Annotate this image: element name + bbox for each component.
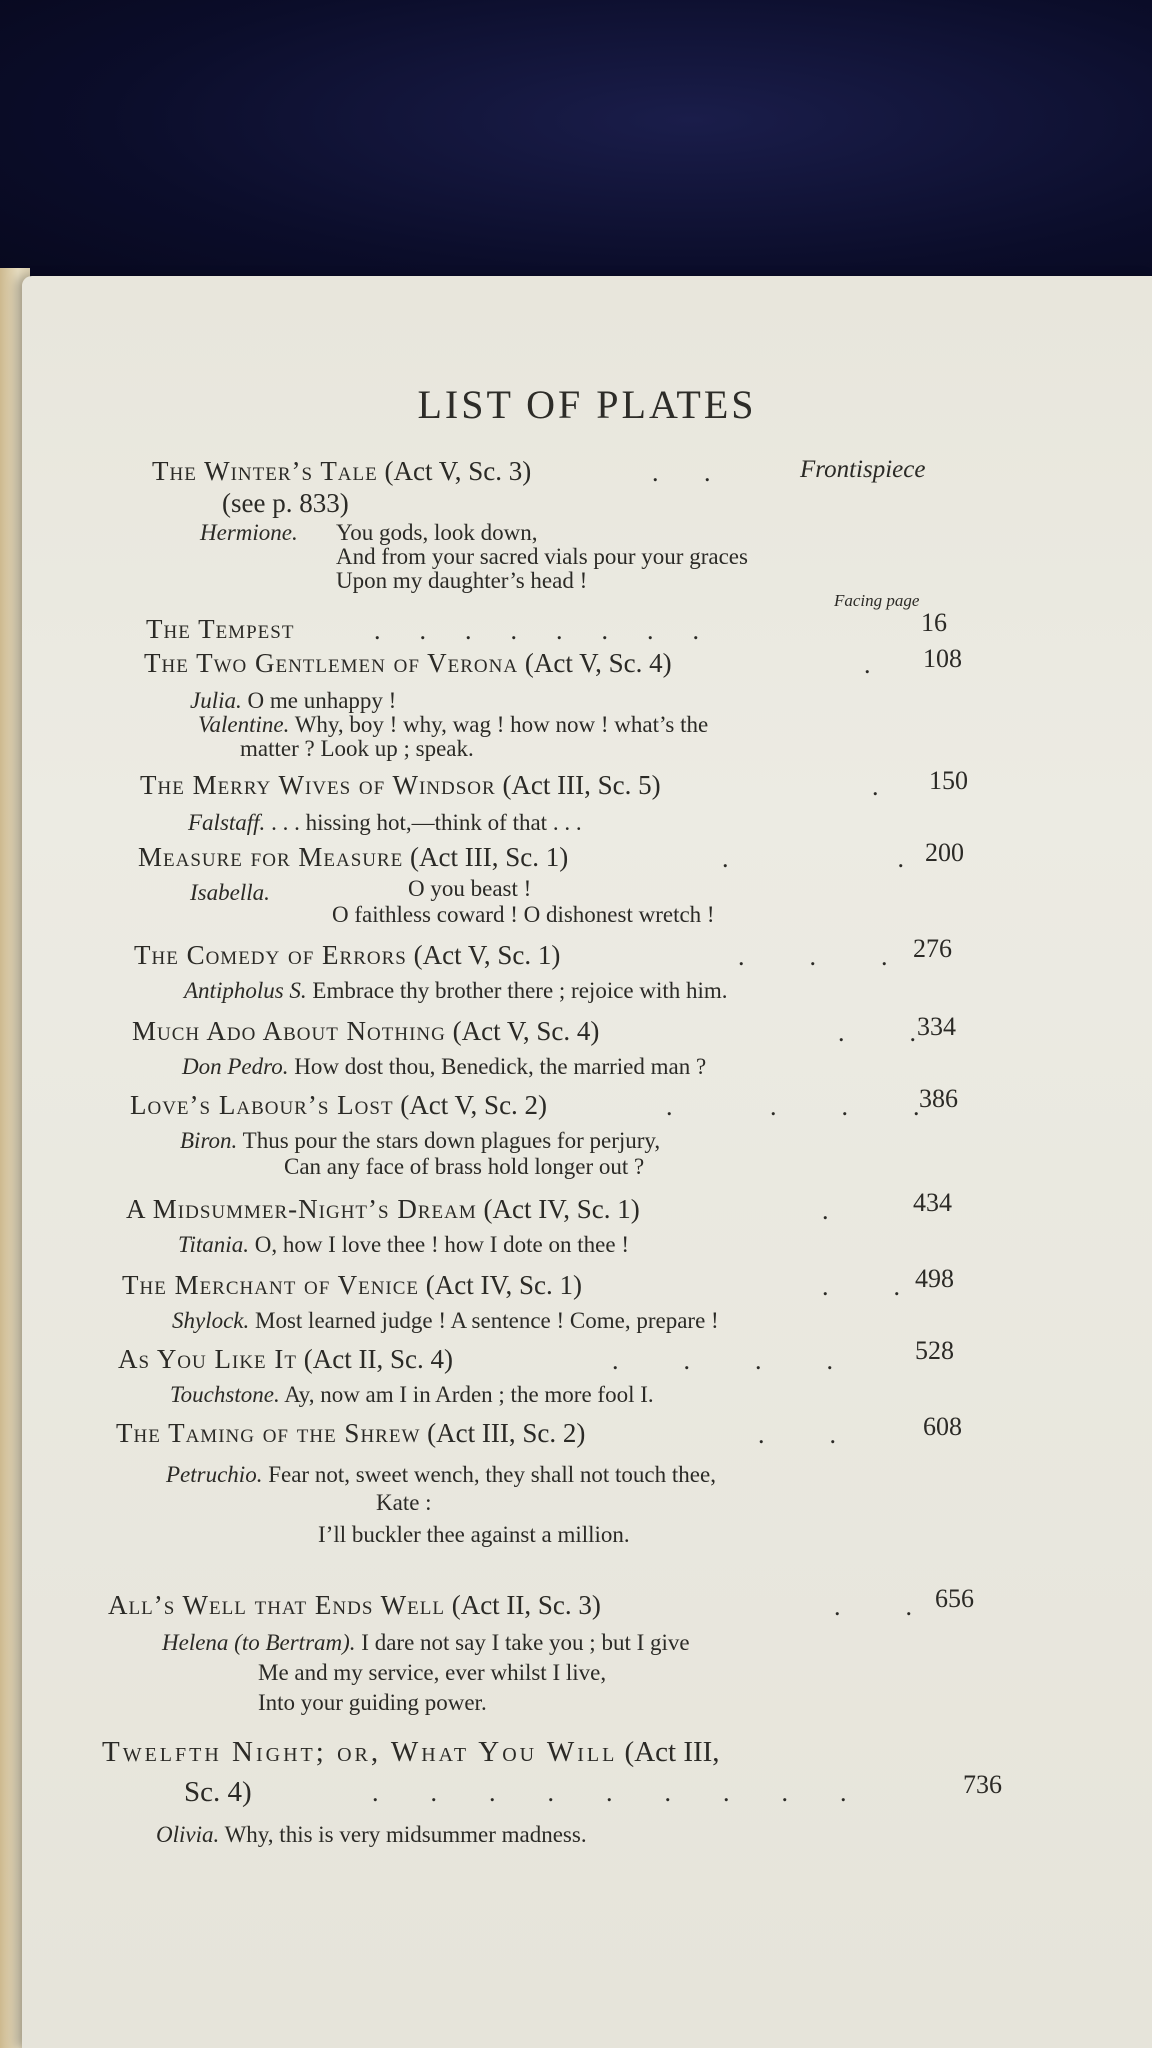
quote-line: And from your sacred vials pour your graces: [336, 544, 748, 569]
page-number: 276: [913, 934, 952, 963]
page-title: LIST OF PLATES: [417, 382, 757, 427]
play-title: The Taming of the Shrew: [116, 1418, 421, 1448]
quote-text: Why, this is very midsummer madness.: [224, 1822, 587, 1847]
page-number: 386: [919, 1084, 958, 1113]
act-scene: (Act V, Sc. 2): [400, 1090, 548, 1120]
plate-heading: [126, 1194, 640, 1225]
quote-line: [198, 712, 708, 738]
act-scene: (Act III, Sc. 2): [427, 1418, 586, 1448]
speaker: Isabella.: [190, 880, 270, 905]
speaker: Falstaff.: [188, 810, 266, 835]
leader-dots: . .: [758, 1420, 836, 1449]
plate-heading: [108, 1590, 601, 1621]
speaker: Biron.: [180, 1128, 238, 1153]
quote-line: [180, 1128, 660, 1154]
plate-heading: [116, 1418, 585, 1449]
play-title: The Merry Wives of Windsor: [140, 770, 496, 800]
plate-heading: [144, 648, 672, 679]
leader-dots: . .: [722, 844, 904, 873]
plate-heading: [140, 770, 661, 801]
book-page: [22, 276, 1152, 2048]
quote-text: Embrace thy brother there ; rejoice with him.: [312, 978, 728, 1003]
quote-line: O you beast !: [408, 876, 532, 901]
speaker-aside: (to Bertram).: [234, 1630, 356, 1655]
book-cover-cloth: [0, 0, 1152, 300]
page-number: 608: [923, 1412, 962, 1441]
page-number: 334: [917, 1012, 956, 1041]
leader-dots: . . . .: [666, 1092, 920, 1121]
act-scene: (Act II, Sc. 3): [451, 1590, 601, 1620]
page-number: 150: [929, 766, 968, 795]
leader-dots: .: [864, 650, 871, 679]
speaker: Valentine.: [198, 712, 290, 737]
page-number: 736: [963, 1770, 1002, 1799]
page-number: 16: [921, 608, 947, 637]
act-scene: (Act II, Sc. 4): [303, 1344, 453, 1374]
page-number: 656: [935, 1584, 974, 1613]
facing-page-label: Facing page: [834, 591, 920, 610]
act-scene: (Act V, Sc. 1): [413, 940, 561, 970]
leader-dots: . .: [652, 458, 711, 487]
page-number: 528: [915, 1336, 954, 1365]
speaker: Don Pedro.: [182, 1054, 289, 1079]
speaker: Hermione.: [200, 520, 298, 545]
leader-dots: . . . .: [612, 1346, 833, 1375]
leader-dots: . .: [834, 1592, 912, 1621]
plate-heading: [132, 1016, 599, 1047]
speaker: Touchstone.: [170, 1382, 280, 1407]
quote-line: Me and my service, ever whilst I live,: [258, 1660, 607, 1685]
quote-line: [166, 1462, 716, 1488]
quote-text: Thus pour the stars down plagues for perjury,: [242, 1128, 661, 1153]
speaker: Olivia.: [156, 1822, 220, 1847]
page-number: 200: [925, 838, 964, 867]
play-title: Measure for Measure: [138, 842, 404, 872]
act-scene: (Act V, Sc. 4): [452, 1016, 600, 1046]
play-title: Twelfth Night; or, What You Will: [102, 1736, 618, 1768]
leader-dots: . . .: [738, 942, 888, 971]
quote-line: [200, 520, 298, 546]
leader-dots: .: [822, 1196, 829, 1225]
act-scene: (Act III,: [624, 1736, 720, 1768]
leader-dots: . . . . . . . . .: [372, 1778, 847, 1807]
play-title: As You Like It: [118, 1344, 297, 1374]
quote-line: [170, 1382, 654, 1408]
quote-line: Kate :: [376, 1490, 432, 1515]
act-scene: (Act IV, Sc. 1): [425, 1270, 583, 1300]
plate-heading: [122, 1270, 582, 1301]
leader-dots: .: [872, 772, 879, 801]
leader-dots: . .: [822, 1272, 900, 1301]
quote-text: I dare not say I take you ; but I give: [361, 1630, 690, 1655]
quote-line: [162, 1630, 690, 1656]
play-title: The Winter’s Tale: [152, 456, 378, 486]
act-scene: (Act V, Sc. 3): [384, 456, 532, 486]
act-scene: (Act V, Sc. 4): [524, 648, 672, 678]
quote-line: [184, 978, 728, 1004]
act-scene: (Act III, Sc. 1): [410, 842, 569, 872]
quote-line: [182, 1054, 706, 1080]
speaker: Shylock.: [172, 1308, 250, 1333]
quote-line: matter ? Look up ; speak.: [240, 736, 474, 761]
quote-line: You gods, look down,: [336, 520, 538, 545]
plate-heading: [130, 1090, 547, 1121]
quote-line: O faithless coward ! O dishonest wretch !: [332, 902, 715, 927]
plate-note: (see p. 833): [222, 488, 349, 518]
page-number: 498: [915, 1264, 954, 1293]
quote-text: Why, boy ! why, wag ! how now ! what’s the: [294, 712, 709, 737]
speaker: Titania.: [178, 1232, 249, 1257]
quote-text: Ay, now am I in Arden ; the more fool I.: [284, 1382, 654, 1407]
quote-line: [190, 688, 396, 714]
quote-line: [156, 1822, 587, 1848]
play-title: All’s Well that Ends Well: [108, 1590, 445, 1620]
play-title: The Two Gentlemen of Verona: [144, 648, 519, 678]
quote-line: Into your guiding power.: [258, 1690, 487, 1715]
plate-heading: [118, 1344, 453, 1375]
act-scene-continued: Sc. 4): [184, 1776, 252, 1808]
speaker: Helena: [162, 1630, 229, 1655]
quote-text: O me unhappy !: [247, 688, 397, 713]
plate-heading: [134, 940, 560, 971]
leader-dots: . .: [838, 1018, 916, 1047]
quote-line: [188, 810, 582, 836]
play-title: The Tempest: [146, 614, 295, 644]
plate-heading: [138, 842, 568, 873]
speaker: Petruchio.: [166, 1462, 263, 1487]
page-number: 434: [913, 1188, 952, 1217]
quote-line: Upon my daughter’s head !: [336, 568, 588, 593]
quote-line: [190, 880, 270, 906]
quote-line: I’ll buckler thee against a million.: [318, 1522, 630, 1547]
play-title: The Comedy of Errors: [134, 940, 407, 970]
quote-line: Can any face of brass hold longer out ?: [284, 1154, 645, 1179]
play-title: Much Ado About Nothing: [132, 1016, 446, 1046]
quote-text: Most learned judge ! A sentence ! Come, prepare !: [255, 1308, 719, 1333]
quote-text: . . . hissing hot,—think of that . . .: [271, 810, 582, 835]
quote-line: [172, 1308, 719, 1334]
act-scene: (Act III, Sc. 5): [502, 770, 661, 800]
quote-text: How dost thou, Benedick, the married man ?: [294, 1054, 707, 1079]
quote-line: [178, 1232, 629, 1258]
play-title: The Merchant of Venice: [122, 1270, 420, 1300]
plate-heading: [146, 614, 294, 645]
page-number: 108: [923, 644, 962, 673]
leader-dots: . . . . . . . .: [374, 616, 699, 645]
quote-text: O, how I love thee ! how I dote on thee !: [254, 1232, 629, 1257]
speaker: Julia.: [190, 688, 242, 713]
plate-heading: [102, 1736, 720, 1769]
plate-heading: [152, 456, 531, 487]
frontispiece-label: Frontispiece: [800, 456, 926, 483]
play-title: Love’s Labour’s Lost: [130, 1090, 394, 1120]
quote-text: Fear not, sweet wench, they shall not touch thee,: [268, 1462, 716, 1487]
speaker: Antipholus S.: [184, 978, 307, 1003]
play-title: A Midsummer-Night’s Dream: [126, 1194, 477, 1224]
act-scene: (Act IV, Sc. 1): [483, 1194, 640, 1224]
